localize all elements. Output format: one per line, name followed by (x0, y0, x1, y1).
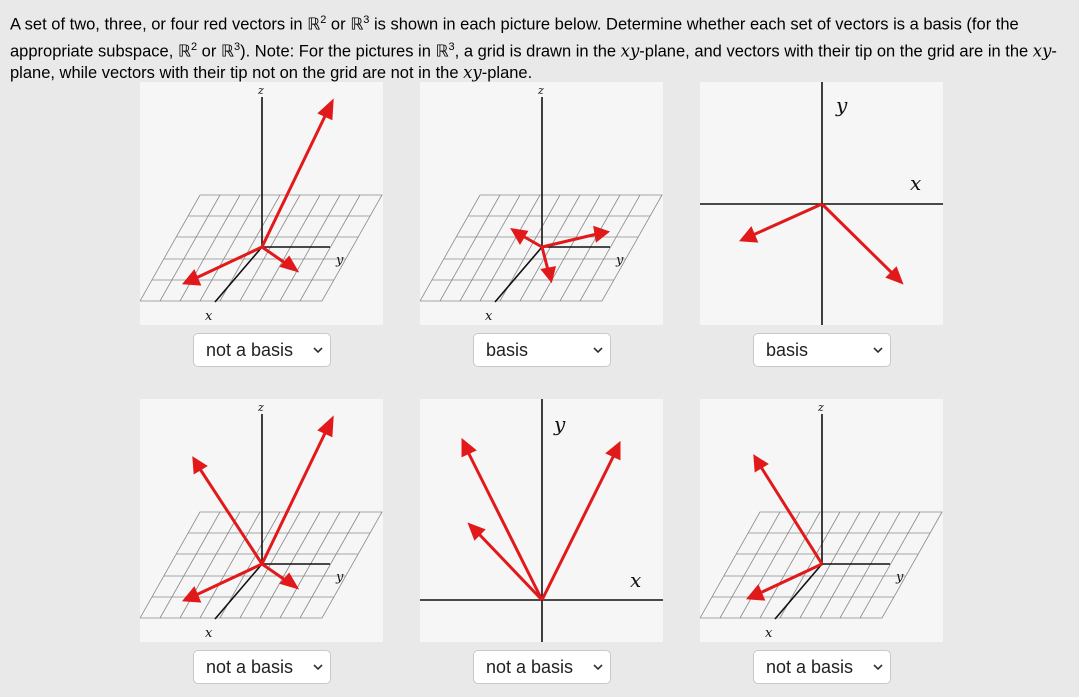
answer-select-6-value: not a basis (766, 657, 854, 677)
picture-5 (420, 399, 663, 642)
vector-diagram-4 (140, 399, 383, 642)
answer-select-2-value: basis (486, 340, 529, 360)
answer-select-3-value: basis (766, 340, 809, 360)
y-axis-label: y (336, 253, 344, 268)
chevron-down-icon (591, 334, 605, 366)
chevron-down-icon (311, 334, 325, 366)
z-axis-label: z (258, 84, 264, 97)
picture-1 (140, 82, 383, 325)
picture-4 (140, 399, 383, 642)
answer-select-1-value: not a basis (206, 340, 294, 360)
x-axis-label: x (485, 309, 493, 324)
x-axis-label: x (205, 309, 213, 324)
answer-select-6[interactable] (753, 650, 891, 684)
chevron-down-icon (871, 651, 885, 683)
z-axis-label: z (538, 84, 544, 97)
y-axis-label: y (554, 412, 566, 436)
answer-select-2[interactable] (473, 333, 611, 367)
red-vectors (513, 228, 607, 280)
vector-diagram-5 (420, 399, 663, 642)
picture-3 (700, 82, 943, 325)
x-axis-label: x (630, 568, 642, 592)
axes (215, 97, 330, 302)
vector-diagram-2 (420, 82, 663, 325)
z-axis-label: z (258, 401, 264, 414)
answer-select-5-value: not a basis (486, 657, 574, 677)
instructions-text: A set of two, three, or four red vectors in ℝ$^2$ or ℝ$^3$ is shown in each picture below. Determine whether each set of vectors is a basis (for the appropriate subspace, ℝ$^2$ or ℝ$^3$). Note: For the pictures in ℝ$^3$, a grid is drawn in the xy-plane, and vectors with their tip on the grid are in the xy-plane, while vectors with their tip not on the grid are not in the xy-plane. (10, 14, 1057, 82)
answer-select-3[interactable] (753, 333, 891, 367)
y-axis-label: y (616, 253, 624, 268)
picture-2 (420, 82, 663, 325)
vector-diagram-1 (140, 82, 383, 325)
answer-select-5[interactable] (473, 650, 611, 684)
chevron-down-icon (591, 651, 605, 683)
red-vectors (185, 102, 332, 284)
chevron-down-icon (871, 334, 885, 366)
answer-select-4[interactable] (193, 650, 331, 684)
y-axis-label: y (896, 570, 904, 585)
axes (420, 399, 663, 642)
z-axis-label: z (818, 401, 824, 414)
y-axis-label: y (836, 93, 848, 117)
answer-select-1[interactable] (193, 333, 331, 367)
chevron-down-icon (311, 651, 325, 683)
x-axis-label: x (765, 626, 773, 641)
picture-6 (700, 399, 943, 642)
y-axis-label: y (336, 570, 344, 585)
vector-diagram-6 (700, 399, 943, 642)
red-vectors (463, 441, 619, 600)
answer-select-4-value: not a basis (206, 657, 294, 677)
vector-diagram-3 (700, 82, 943, 325)
x-axis-label: x (205, 626, 213, 641)
red-vectors (185, 419, 332, 601)
x-axis-label: x (910, 171, 922, 195)
